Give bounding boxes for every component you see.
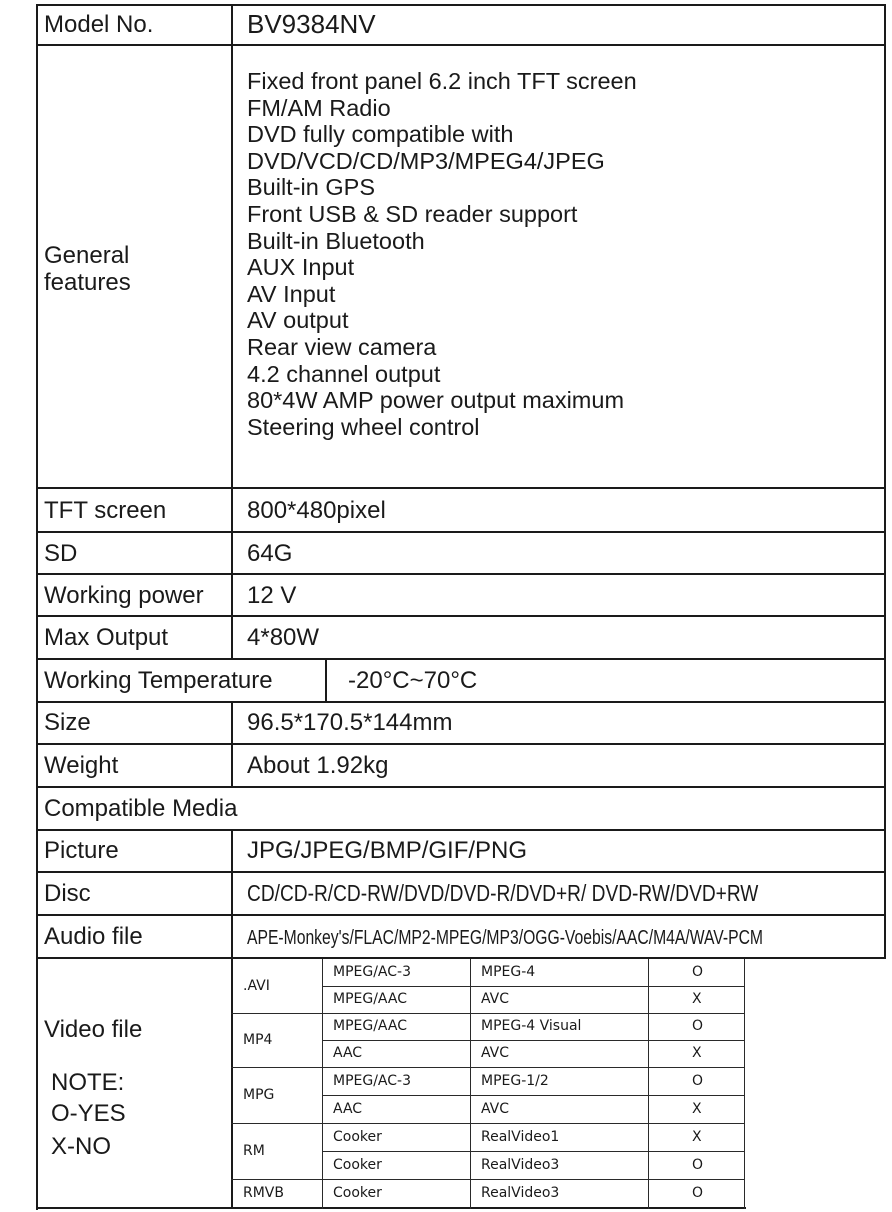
video-audio-codec: Cooker bbox=[333, 1185, 382, 1201]
column-divider bbox=[231, 4, 233, 660]
row-divider bbox=[36, 829, 886, 831]
weight-value: About 1.92kg bbox=[247, 752, 389, 779]
column-divider bbox=[231, 829, 233, 1209]
row-divider bbox=[36, 44, 886, 46]
picture-label: Picture bbox=[44, 837, 119, 864]
feature-item: Rear view camera bbox=[247, 333, 437, 360]
max-output-value: 4*80W bbox=[247, 624, 320, 651]
tft-screen-value: 800*480pixel bbox=[247, 497, 386, 524]
video-codec: MPEG-4 Visual bbox=[481, 1018, 582, 1034]
note-heading: NOTE: bbox=[51, 1069, 125, 1096]
video-support-mark: O bbox=[692, 1018, 704, 1034]
video-support-mark: O bbox=[692, 964, 704, 980]
disc-label: Disc bbox=[44, 880, 91, 907]
video-row-divider bbox=[322, 986, 745, 987]
video-row-divider bbox=[322, 1040, 745, 1041]
model-label: Model No. bbox=[44, 11, 154, 38]
tft-screen-label: TFT screen bbox=[44, 497, 167, 524]
feature-item: Built-in Bluetooth bbox=[247, 227, 425, 254]
feature-list bbox=[247, 68, 637, 440]
row-divider bbox=[36, 957, 886, 959]
picture-value: JPG/JPEG/BMP/GIF/PNG bbox=[247, 837, 528, 864]
video-codec: RealVideo3 bbox=[481, 1185, 560, 1201]
model-value: BV9384NV bbox=[247, 9, 376, 39]
feature-item: Fixed front panel 6.2 inch TFT screen bbox=[247, 68, 637, 94]
feature-item: AV Input bbox=[247, 280, 336, 307]
video-support-mark: O bbox=[692, 1157, 704, 1173]
video-support-mark: X bbox=[692, 1129, 702, 1145]
feature-item: Steering wheel control bbox=[247, 413, 480, 440]
size-value: 96.5*170.5*144mm bbox=[247, 709, 453, 736]
row-divider bbox=[36, 743, 886, 745]
sd-label: SD bbox=[44, 540, 78, 567]
note-yes: O-YES bbox=[51, 1100, 126, 1127]
video-support-mark: X bbox=[692, 991, 702, 1007]
feature-item: AV output bbox=[247, 307, 349, 334]
video-row-divider bbox=[322, 1095, 745, 1096]
row-divider bbox=[36, 658, 886, 660]
video-format-name: .AVI bbox=[243, 978, 270, 994]
weight-label: Weight bbox=[44, 752, 119, 779]
video-codec: RealVideo3 bbox=[481, 1157, 560, 1173]
working-power-label: Working power bbox=[44, 582, 204, 609]
table-border-bottom bbox=[36, 1207, 746, 1209]
video-audio-codec: AAC bbox=[333, 1045, 363, 1061]
table-border-right bbox=[884, 4, 886, 959]
row-divider bbox=[36, 573, 886, 575]
note-no: X-NO bbox=[51, 1133, 111, 1160]
feature-item: FM/AM Radio bbox=[247, 94, 391, 121]
video-support-mark: O bbox=[692, 1185, 704, 1201]
video-audio-codec: MPEG/AAC bbox=[333, 991, 408, 1007]
video-col-divider bbox=[322, 959, 323, 1209]
video-support-mark: O bbox=[692, 1073, 704, 1089]
column-divider bbox=[231, 701, 233, 788]
row-divider bbox=[36, 786, 886, 788]
video-codec: MPEG-1/2 bbox=[481, 1073, 549, 1089]
row-divider bbox=[36, 487, 886, 489]
video-file-label: Video file bbox=[44, 1016, 143, 1043]
working-power-value: 12 V bbox=[247, 582, 297, 609]
video-codec: MPEG-4 bbox=[481, 964, 536, 980]
temperature-divider bbox=[325, 658, 327, 703]
video-group-divider bbox=[231, 1013, 745, 1014]
sd-value: 64G bbox=[247, 540, 293, 567]
video-audio-codec: AAC bbox=[333, 1101, 363, 1117]
feature-item: AUX Input bbox=[247, 254, 355, 281]
video-support-mark: X bbox=[692, 1101, 702, 1117]
row-divider bbox=[36, 531, 886, 533]
max-output-label: Max Output bbox=[44, 624, 169, 651]
video-format-name: RM bbox=[243, 1143, 265, 1159]
video-col-divider bbox=[648, 959, 649, 1209]
video-audio-codec: MPEG/AC-3 bbox=[333, 1073, 411, 1089]
feature-item: DVD/VCD/CD/MP3/MPEG4/JPEG bbox=[247, 147, 605, 174]
video-col-divider bbox=[470, 959, 471, 1209]
working-temperature-value: -20°C~70°C bbox=[348, 667, 478, 694]
video-audio-codec: MPEG/AAC bbox=[333, 1018, 408, 1034]
row-divider bbox=[36, 701, 886, 703]
table-border-top bbox=[36, 4, 886, 6]
row-divider bbox=[36, 615, 886, 617]
video-support-mark: X bbox=[692, 1045, 702, 1061]
row-divider bbox=[36, 914, 886, 916]
working-temperature-label: Working Temperature bbox=[44, 667, 273, 694]
video-codec: AVC bbox=[481, 1101, 510, 1117]
video-audio-codec: MPEG/AC-3 bbox=[333, 964, 411, 980]
feature-item: 80*4W AMP power output maximum bbox=[247, 387, 625, 414]
general-features-label: General features bbox=[44, 242, 131, 296]
feature-item: 4.2 channel output bbox=[247, 360, 441, 387]
video-group-divider bbox=[231, 1123, 745, 1124]
feature-item: Built-in GPS bbox=[247, 174, 375, 201]
video-format-name: MPG bbox=[243, 1087, 275, 1103]
video-codec: AVC bbox=[481, 991, 510, 1007]
disc-value: CD/CD-R/CD-RW/DVD/DVD-R/DVD+R/ DVD-RW/DVD+RW bbox=[247, 880, 759, 906]
video-group-divider bbox=[231, 1067, 745, 1068]
video-codec: RealVideo1 bbox=[481, 1129, 560, 1145]
video-audio-codec: Cooker bbox=[333, 1157, 382, 1173]
audio-file-label: Audio file bbox=[44, 923, 143, 950]
video-row-divider bbox=[322, 1151, 745, 1152]
table-border-left bbox=[36, 4, 38, 1210]
compatible-media-heading: Compatible Media bbox=[44, 795, 238, 822]
size-label: Size bbox=[44, 709, 91, 736]
feature-item: DVD fully compatible with bbox=[247, 121, 514, 148]
feature-item: Front USB & SD reader support bbox=[247, 200, 578, 227]
video-audio-codec: Cooker bbox=[333, 1129, 382, 1145]
video-group-divider bbox=[231, 1179, 745, 1180]
video-format-name: MP4 bbox=[243, 1032, 273, 1048]
video-format-name: RMVB bbox=[243, 1185, 284, 1201]
video-codec: AVC bbox=[481, 1045, 510, 1061]
audio-file-value: APE-Monkey's/FLAC/MP2-MPEG/MP3/OGG-Voebis/AAC/M4A/WAV-PCM bbox=[247, 927, 763, 949]
row-divider bbox=[36, 871, 886, 873]
video-table-right-border bbox=[744, 959, 745, 1209]
